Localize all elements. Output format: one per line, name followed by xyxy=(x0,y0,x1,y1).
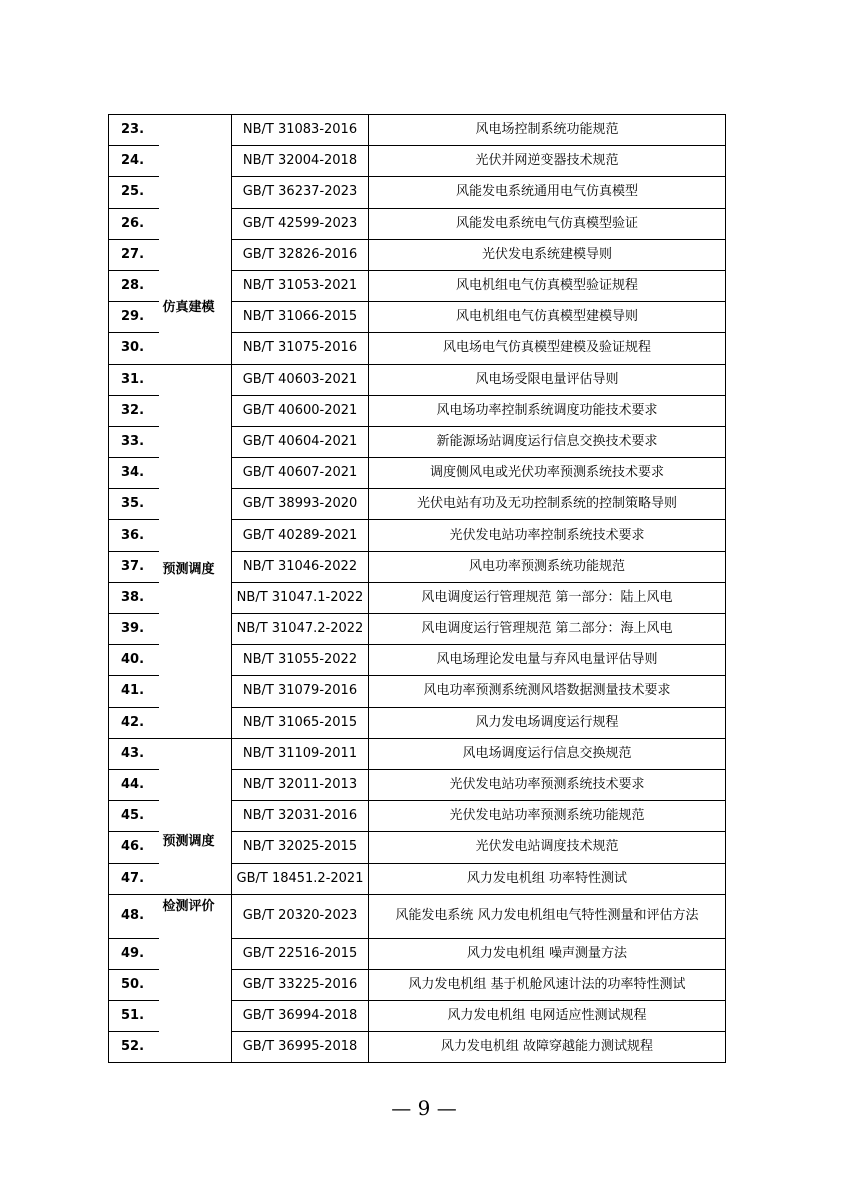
row-number: 26. xyxy=(109,208,159,239)
standard-code: GB/T 32826-2016 xyxy=(232,239,369,270)
standard-code: GB/T 40289-2021 xyxy=(232,520,369,551)
standard-code: GB/T 38993-2020 xyxy=(232,489,369,520)
standard-code: NB/T 31083-2016 xyxy=(232,115,369,146)
standard-title: 风电场控制系统功能规范 xyxy=(369,115,726,146)
standard-code: GB/T 36995-2018 xyxy=(232,1032,369,1063)
standard-title: 光伏发电系统建模导则 xyxy=(369,239,726,270)
standard-title: 光伏并网逆变器技术规范 xyxy=(369,146,726,177)
standard-title: 风电场受限电量评估导则 xyxy=(369,364,726,395)
row-number: 38. xyxy=(109,582,159,613)
standard-title: 风力发电机组 故障穿越能力测试规程 xyxy=(369,1032,726,1063)
standard-code: NB/T 32011-2013 xyxy=(232,769,369,800)
standard-title: 风力发电机组 基于机舱风速计法的功率特性测试 xyxy=(369,969,726,1000)
standard-code: NB/T 31065-2015 xyxy=(232,707,369,738)
row-number: 33. xyxy=(109,426,159,457)
row-number: 45. xyxy=(109,801,159,832)
standard-code: NB/T 31109-2011 xyxy=(232,738,369,769)
table-row xyxy=(109,738,726,769)
row-number: 29. xyxy=(109,302,159,333)
standard-code: GB/T 40600-2021 xyxy=(232,395,369,426)
table-row xyxy=(109,364,726,395)
standard-title: 风力发电场调度运行规程 xyxy=(369,707,726,738)
standard-code: GB/T 36994-2018 xyxy=(232,1001,369,1032)
standard-code: NB/T 31047.2-2022 xyxy=(232,614,369,645)
standard-code: NB/T 31079-2016 xyxy=(232,676,369,707)
standard-code: NB/T 31075-2016 xyxy=(232,333,369,364)
standard-title: 新能源场站调度运行信息交换技术要求 xyxy=(369,426,726,457)
standards-table xyxy=(108,114,726,1063)
standard-code: NB/T 31066-2015 xyxy=(232,302,369,333)
row-number: 48. xyxy=(109,894,159,938)
row-number: 41. xyxy=(109,676,159,707)
row-number: 43. xyxy=(109,738,159,769)
standard-code: NB/T 31055-2022 xyxy=(232,645,369,676)
standard-code: GB/T 36237-2023 xyxy=(232,177,369,208)
standard-title: 调度侧风电或光伏功率预测系统技术要求 xyxy=(369,458,726,489)
standard-code: GB/T 40607-2021 xyxy=(232,458,369,489)
standard-title: 风力发电机组 电网适应性测试规程 xyxy=(369,1001,726,1032)
row-number: 35. xyxy=(109,489,159,520)
standard-code: NB/T 32004-2018 xyxy=(232,146,369,177)
standard-code: NB/T 32025-2015 xyxy=(232,832,369,863)
row-number: 40. xyxy=(109,645,159,676)
row-number: 30. xyxy=(109,333,159,364)
standard-code: GB/T 22516-2015 xyxy=(232,938,369,969)
category-cell: 仿真建模 xyxy=(159,115,232,365)
standard-title: 光伏电站有功及无功控制系统的控制策略导则 xyxy=(369,489,726,520)
standard-title: 风能发电系统电气仿真模型验证 xyxy=(369,208,726,239)
row-number: 34. xyxy=(109,458,159,489)
standard-code: GB/T 33225-2016 xyxy=(232,969,369,1000)
standard-title: 风电场调度运行信息交换规范 xyxy=(369,738,726,769)
row-number: 36. xyxy=(109,520,159,551)
category-cell: 预测调度 xyxy=(159,364,232,738)
standard-title: 风电调度运行管理规范 第一部分：陆上风电 xyxy=(369,582,726,613)
standard-title: 风电功率预测系统功能规范 xyxy=(369,551,726,582)
table-row xyxy=(109,115,726,146)
standard-title: 风电调度运行管理规范 第二部分：海上风电 xyxy=(369,614,726,645)
row-number: 27. xyxy=(109,239,159,270)
standard-title: 风力发电机组 功率特性测试 xyxy=(369,863,726,894)
row-number: 49. xyxy=(109,938,159,969)
standard-title: 光伏发电站功率控制系统技术要求 xyxy=(369,520,726,551)
category-cell: 检测评价 xyxy=(159,894,232,1063)
row-number: 52. xyxy=(109,1032,159,1063)
row-number: 50. xyxy=(109,969,159,1000)
standards-table-body xyxy=(109,115,726,1063)
standard-title: 风电机组电气仿真模型验证规程 xyxy=(369,270,726,301)
page-number: — 9 — xyxy=(391,1096,457,1120)
standard-title: 光伏发电站功率预测系统功能规范 xyxy=(369,801,726,832)
row-number: 31. xyxy=(109,364,159,395)
row-number: 32. xyxy=(109,395,159,426)
row-number: 39. xyxy=(109,614,159,645)
standard-title: 风电功率预测系统测风塔数据测量技术要求 xyxy=(369,676,726,707)
standard-code: NB/T 32031-2016 xyxy=(232,801,369,832)
standard-code: GB/T 42599-2023 xyxy=(232,208,369,239)
row-number: 23. xyxy=(109,115,159,146)
standard-code: GB/T 20320-2023 xyxy=(232,894,369,938)
standard-code: NB/T 31053-2021 xyxy=(232,270,369,301)
standard-title: 光伏发电站调度技术规范 xyxy=(369,832,726,863)
category-cell: 预测调度 xyxy=(159,738,232,894)
row-number: 37. xyxy=(109,551,159,582)
standard-title: 风力发电机组 噪声测量方法 xyxy=(369,938,726,969)
standard-title: 风电场理论发电量与弃风电量评估导则 xyxy=(369,645,726,676)
standard-title: 风电场电气仿真模型建模及验证规程 xyxy=(369,333,726,364)
standard-code: NB/T 31047.1-2022 xyxy=(232,582,369,613)
row-number: 42. xyxy=(109,707,159,738)
standard-code: GB/T 18451.2-2021 xyxy=(232,863,369,894)
standard-code: GB/T 40603-2021 xyxy=(232,364,369,395)
row-number: 24. xyxy=(109,146,159,177)
standard-title: 光伏发电站功率预测系统技术要求 xyxy=(369,769,726,800)
standard-title: 风能发电系统通用电气仿真模型 xyxy=(369,177,726,208)
row-number: 46. xyxy=(109,832,159,863)
standard-title: 风电场功率控制系统调度功能技术要求 xyxy=(369,395,726,426)
row-number: 25. xyxy=(109,177,159,208)
standard-title: 风能发电系统 风力发电机组电气特性测量和评估方法 xyxy=(369,894,726,938)
row-number: 28. xyxy=(109,270,159,301)
row-number: 51. xyxy=(109,1001,159,1032)
row-number: 44. xyxy=(109,769,159,800)
table-row xyxy=(109,894,726,938)
standard-title: 风电机组电气仿真模型建模导则 xyxy=(369,302,726,333)
standard-code: NB/T 31046-2022 xyxy=(232,551,369,582)
row-number: 47. xyxy=(109,863,159,894)
standard-code: GB/T 40604-2021 xyxy=(232,426,369,457)
